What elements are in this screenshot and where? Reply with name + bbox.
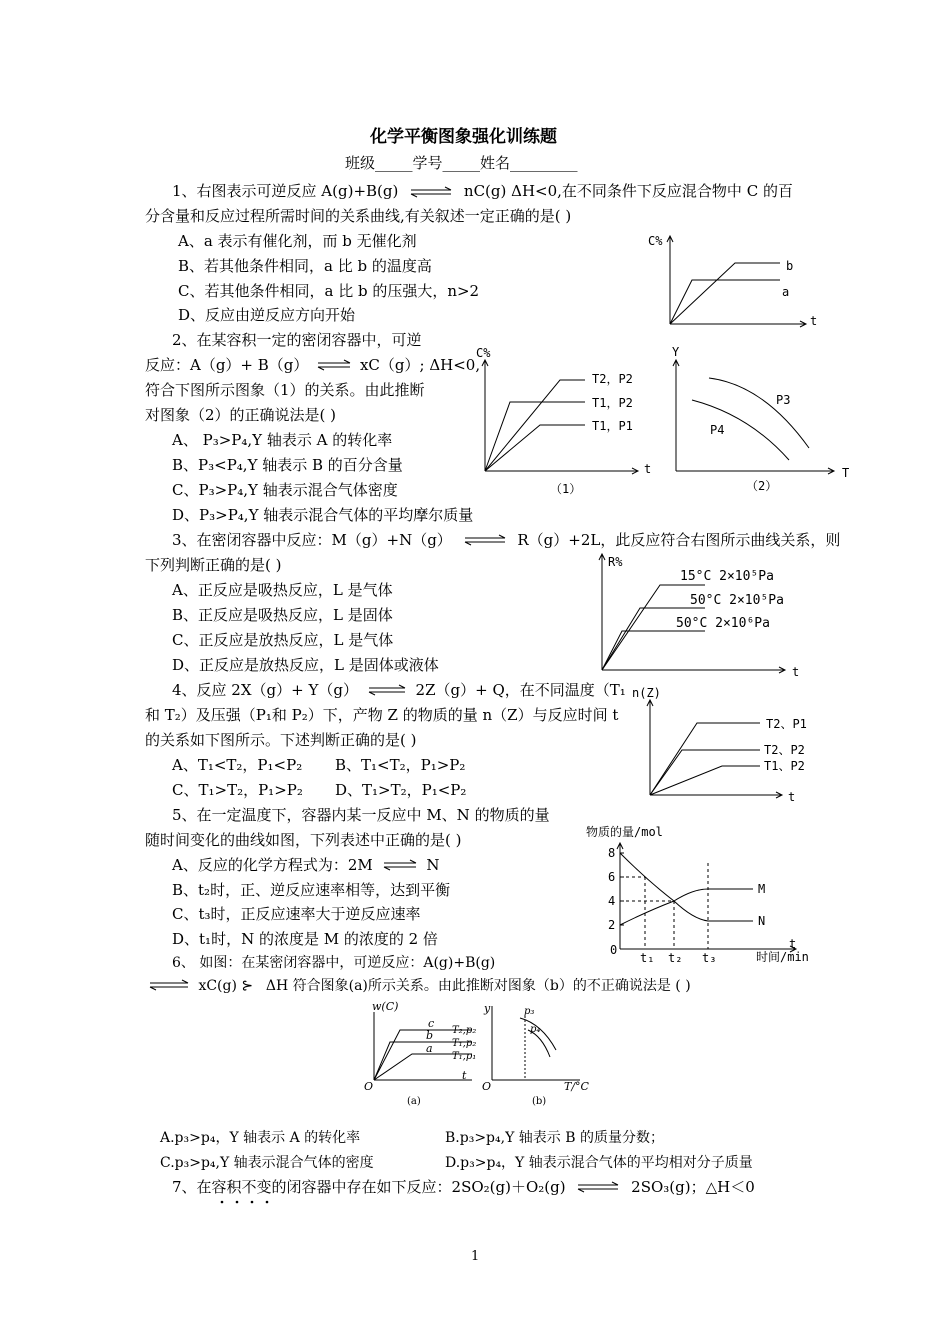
q1-curve-label-b: b [786, 259, 794, 273]
q4-option-c: C、T₁>T₂，P₁>P₂ [172, 781, 303, 799]
q5-option-b: B、t₂时，正、逆反应速率相等，达到平衡 [172, 881, 451, 899]
q2-option-a: A、 P₃>P₄,Y 轴表示 A 的转化率 [172, 431, 393, 449]
q6a-caption: (a) [407, 1096, 421, 1107]
q5-x-label: 时间/min [756, 950, 809, 964]
student-info-line: 班级_____学号_____姓名_________ [345, 154, 578, 172]
q5-option-a-text: A、反应的化学方程式为：2M [172, 856, 373, 874]
q5-option-d: D、t₁时，N 的浓度是 M 的浓度的 2 倍 [172, 930, 438, 948]
equilibrium-arrow-icon [148, 980, 190, 990]
q2-line2 [145, 355, 480, 375]
q6a-x-label: t [462, 1069, 467, 1082]
q5-label-m: M [758, 882, 766, 896]
q5-option-c: C、t₃时，正反应速率大于逆反应速率 [172, 905, 421, 923]
q6-line2-b: ΔH 符合图象(a)所示关系。由此推断对图象（b）的不正确说法是 ( ) [265, 978, 691, 994]
q1-line1 [172, 181, 793, 201]
q6-option-c: C.p₃>p₄,Y 轴表示混合气体的密度 [160, 1155, 374, 1171]
q3-label-50c-6: 50°C 2×10⁶Pa [676, 616, 770, 631]
q4-label-t1p2: T1、P2 [764, 759, 805, 773]
q4-line2: 和 T₂）及压强（P₁和 P₂）下，产物 Z 的物质的量 n（Z）与反应时间 t [145, 706, 619, 724]
q6a-origin: O [364, 1080, 374, 1093]
emphasis-dots [218, 1199, 278, 1205]
q1-curve-a [670, 280, 780, 324]
q1-option-d: D、反应由逆反应方向开始 [178, 306, 356, 324]
q5-x-tick-t3: t₃ [702, 951, 717, 965]
q1-line1-a: 1、右图表示可逆反应 A(g)+B(g) [172, 182, 399, 200]
q3-option-d: D、正反应是放热反应，L 是固体或液体 [172, 656, 439, 674]
q7-line1-b: 2SO₃(g)；△H＜0 [631, 1178, 755, 1196]
equilibrium-arrow-icon [463, 535, 507, 545]
q4-x-label: t [788, 790, 796, 804]
q4-y-label: n(Z) [632, 686, 661, 700]
q1-y-label: C% [648, 234, 663, 248]
q3-option-a: A、正反应是吸热反应，L 是气体 [172, 581, 393, 599]
q7-line1-a: 7、在容积不变的闭容器中存在如下反应：2SO₂(g)＋O₂(g) [172, 1178, 566, 1196]
q7-line1 [172, 1177, 755, 1197]
q6a-label-t2p2: T₂,p₂ [452, 1025, 477, 1036]
q2-graph-1 [470, 345, 660, 505]
q6b-x-label: T/°C [564, 1080, 589, 1093]
q5-line1: 5、在一定温度下，容器内某一反应中 M、N 的物质的量 [172, 806, 550, 824]
q2g1-caption: （1） [550, 482, 582, 496]
q6-lost-symbol-icon: ⊱ [241, 978, 254, 994]
q1-graph [640, 228, 830, 338]
q3-graph [590, 548, 820, 683]
q5-option-a-tail: N [426, 856, 440, 874]
q2g1-label-t1p1: T1，P1 [592, 419, 633, 433]
q4-graph [632, 688, 832, 803]
q2g2-curve-p3 [709, 378, 809, 448]
q5-y-tick-4: 4 [608, 894, 616, 908]
q6-line2 [148, 976, 691, 996]
q2g1-y-label: C% [476, 346, 491, 360]
q5-y-label: 物质的量/mol [586, 825, 663, 839]
q1-line2: 分含量和反应过程所需时间的关系曲线,有关叙述一定正确的是( ) [145, 207, 572, 225]
q6a-letter-c: c [428, 1017, 435, 1030]
q3-line1 [172, 530, 840, 550]
q5-y-tick-2: 2 [608, 918, 616, 932]
q3-line1-b: R（g）+2L，此反应符合右图所示曲线关系，则 [517, 531, 841, 549]
q2-line2-a: 反应：A（g）+ B（g） [145, 356, 309, 374]
q1-option-c: C、若其他条件相同，a 比 b 的压强大，n>2 [178, 282, 480, 300]
q2g2-label-p4: P4 [710, 423, 725, 437]
q3-curve-50c-6 [602, 631, 705, 670]
q1-curve-label-a: a [782, 285, 790, 299]
q4-label-t2p1: T2、P1 [766, 717, 807, 731]
q2-line3: 符合下图所示图象（1）的关系。由此推断 [145, 381, 425, 399]
q3-label-50c-5: 50°C 2×10⁵Pa [690, 593, 784, 608]
q4-label-t2p2: T2、P2 [764, 743, 805, 757]
q2-option-b: B、P₃<P₄,Y 轴表示 B 的百分含量 [172, 456, 403, 474]
q6-option-a: A.p₃>p₄，Y 轴表示 A 的转化率 [160, 1130, 361, 1146]
q2-line4: 对图象（2）的正确说法是( ) [145, 406, 337, 424]
q4-line3: 的关系如下图所示。下述判断正确的是( ) [145, 731, 417, 749]
equilibrium-arrow-icon [367, 685, 407, 695]
q6a-label-t1p1: T₁,p₁ [452, 1051, 477, 1062]
equilibrium-arrow-icon [576, 1182, 620, 1192]
q6-graph-b [480, 1002, 600, 1107]
q6a-label-t1p2: T₁,p₂ [452, 1038, 477, 1049]
q1-option-b: B、若其他条件相同，a 比 b 的温度高 [178, 257, 432, 275]
q6b-origin: O [482, 1080, 492, 1093]
q1-curve-b [670, 263, 780, 324]
equilibrium-arrow-icon [409, 187, 453, 197]
q5-line2: 随时间变化的曲线如图，下列表述中正确的是( ) [145, 831, 462, 849]
q5-x-axis-letter: t [789, 937, 797, 951]
q4-option-a: A、T₁<T₂，P₁<P₂ [172, 756, 303, 774]
q1-x-label: t [810, 314, 818, 328]
q2g2-x-label: T [842, 466, 850, 480]
q6-option-d: D.p₃>p₄，Y 轴表示混合气体的平均相对分子质量 [445, 1155, 753, 1171]
q5-y-tick-6: 6 [608, 870, 616, 884]
q2g2-caption: （2） [746, 479, 778, 493]
q1-option-a: A、a 表示有催化剂，而 b 无催化剂 [178, 232, 417, 250]
q6b-label-p4: p₄ [530, 1024, 541, 1035]
q5-x-tick-t2: t₂ [668, 951, 683, 965]
q2g1-curve-t1p2 [485, 402, 585, 471]
q5-option-a [172, 855, 439, 875]
q6-line1: 6、 如图：在某密闭容器中，可逆反应：A(g)+B(g) [172, 955, 496, 971]
q4-curve-t2p1 [650, 723, 760, 795]
q2g2-label-p3: P3 [776, 393, 791, 407]
q2g1-label-t2p2: T2，P2 [592, 372, 633, 386]
q2-line2-b: xC（g）; ΔH<0, [359, 356, 481, 374]
q6-line2-a: xC(g) [198, 978, 237, 994]
q2g1-label-t1p2: T1，P2 [592, 396, 633, 410]
q6b-caption: (b) [532, 1096, 547, 1107]
q4-line1-b: 2Z（g）+ Q，在不同温度（T₁ [415, 681, 626, 699]
q3-y-label: R% [608, 555, 623, 569]
q2-line1: 2、在某容积一定的密闭容器中，可逆 [172, 331, 422, 349]
q5-x-tick-t1: t₁ [640, 951, 655, 965]
page-title: 化学平衡图象强化训练题 [370, 127, 557, 147]
q6b-label-p3: p₃ [524, 1006, 535, 1017]
q3-option-c: C、正反应是放热反应，L 是气体 [172, 631, 394, 649]
equilibrium-arrow-icon [316, 360, 352, 370]
q3-line2: 下列判断正确的是( ) [145, 556, 282, 574]
q4-line1-a: 4、反应 2X（g）+ Y（g） [172, 681, 358, 699]
q2-option-c: C、P₃>P₄,Y 轴表示混合气体密度 [172, 481, 398, 499]
q4-line1 [172, 680, 626, 700]
q5-label-n: N [758, 914, 766, 928]
q3-option-b: B、正反应是吸热反应，L 是固体 [172, 606, 393, 624]
q3-line1-a: 3、在密闭容器中反应：M（g）+N（g） [172, 531, 452, 549]
q2g1-x-label: t [644, 462, 652, 476]
q5-curve-n [620, 853, 753, 921]
q3-label-15c: 15°C 2×10⁵Pa [680, 569, 774, 584]
q6b-y-label: y [484, 1002, 491, 1015]
q2-graph-2 [664, 345, 864, 505]
page-number: 1 [471, 1249, 480, 1264]
q5-curve-m [620, 889, 753, 925]
q6a-letter-b: b [426, 1029, 434, 1042]
q6-option-b: B.p₃>p₄,Y 轴表示 B 的质量分数； [445, 1130, 664, 1146]
q5-y-tick-8: 8 [608, 846, 616, 860]
q4-option-d: D、T₁>T₂，P₁<P₂ [335, 781, 467, 799]
equilibrium-arrow-icon [382, 860, 418, 870]
q5-y-tick-0: 0 [610, 943, 618, 957]
q2-option-d: D、P₃>P₄,Y 轴表示混合气体的平均摩尔质量 [172, 506, 474, 524]
q3-x-label: t [792, 665, 800, 679]
q6-graph-a [362, 1002, 482, 1107]
q6a-letter-a: a [426, 1042, 433, 1055]
q2g1-curve-t1p1 [485, 425, 585, 471]
q4-option-b: B、T₁<T₂，P₁>P₂ [335, 756, 466, 774]
q6a-y-label: w(C) [372, 1000, 399, 1013]
q1-line1-b: nC(g) ΔH<0,在不同条件下反应混合物中 C 的百 [463, 182, 793, 200]
q2g2-y-label: Y [672, 345, 680, 359]
q5-graph [588, 823, 828, 968]
